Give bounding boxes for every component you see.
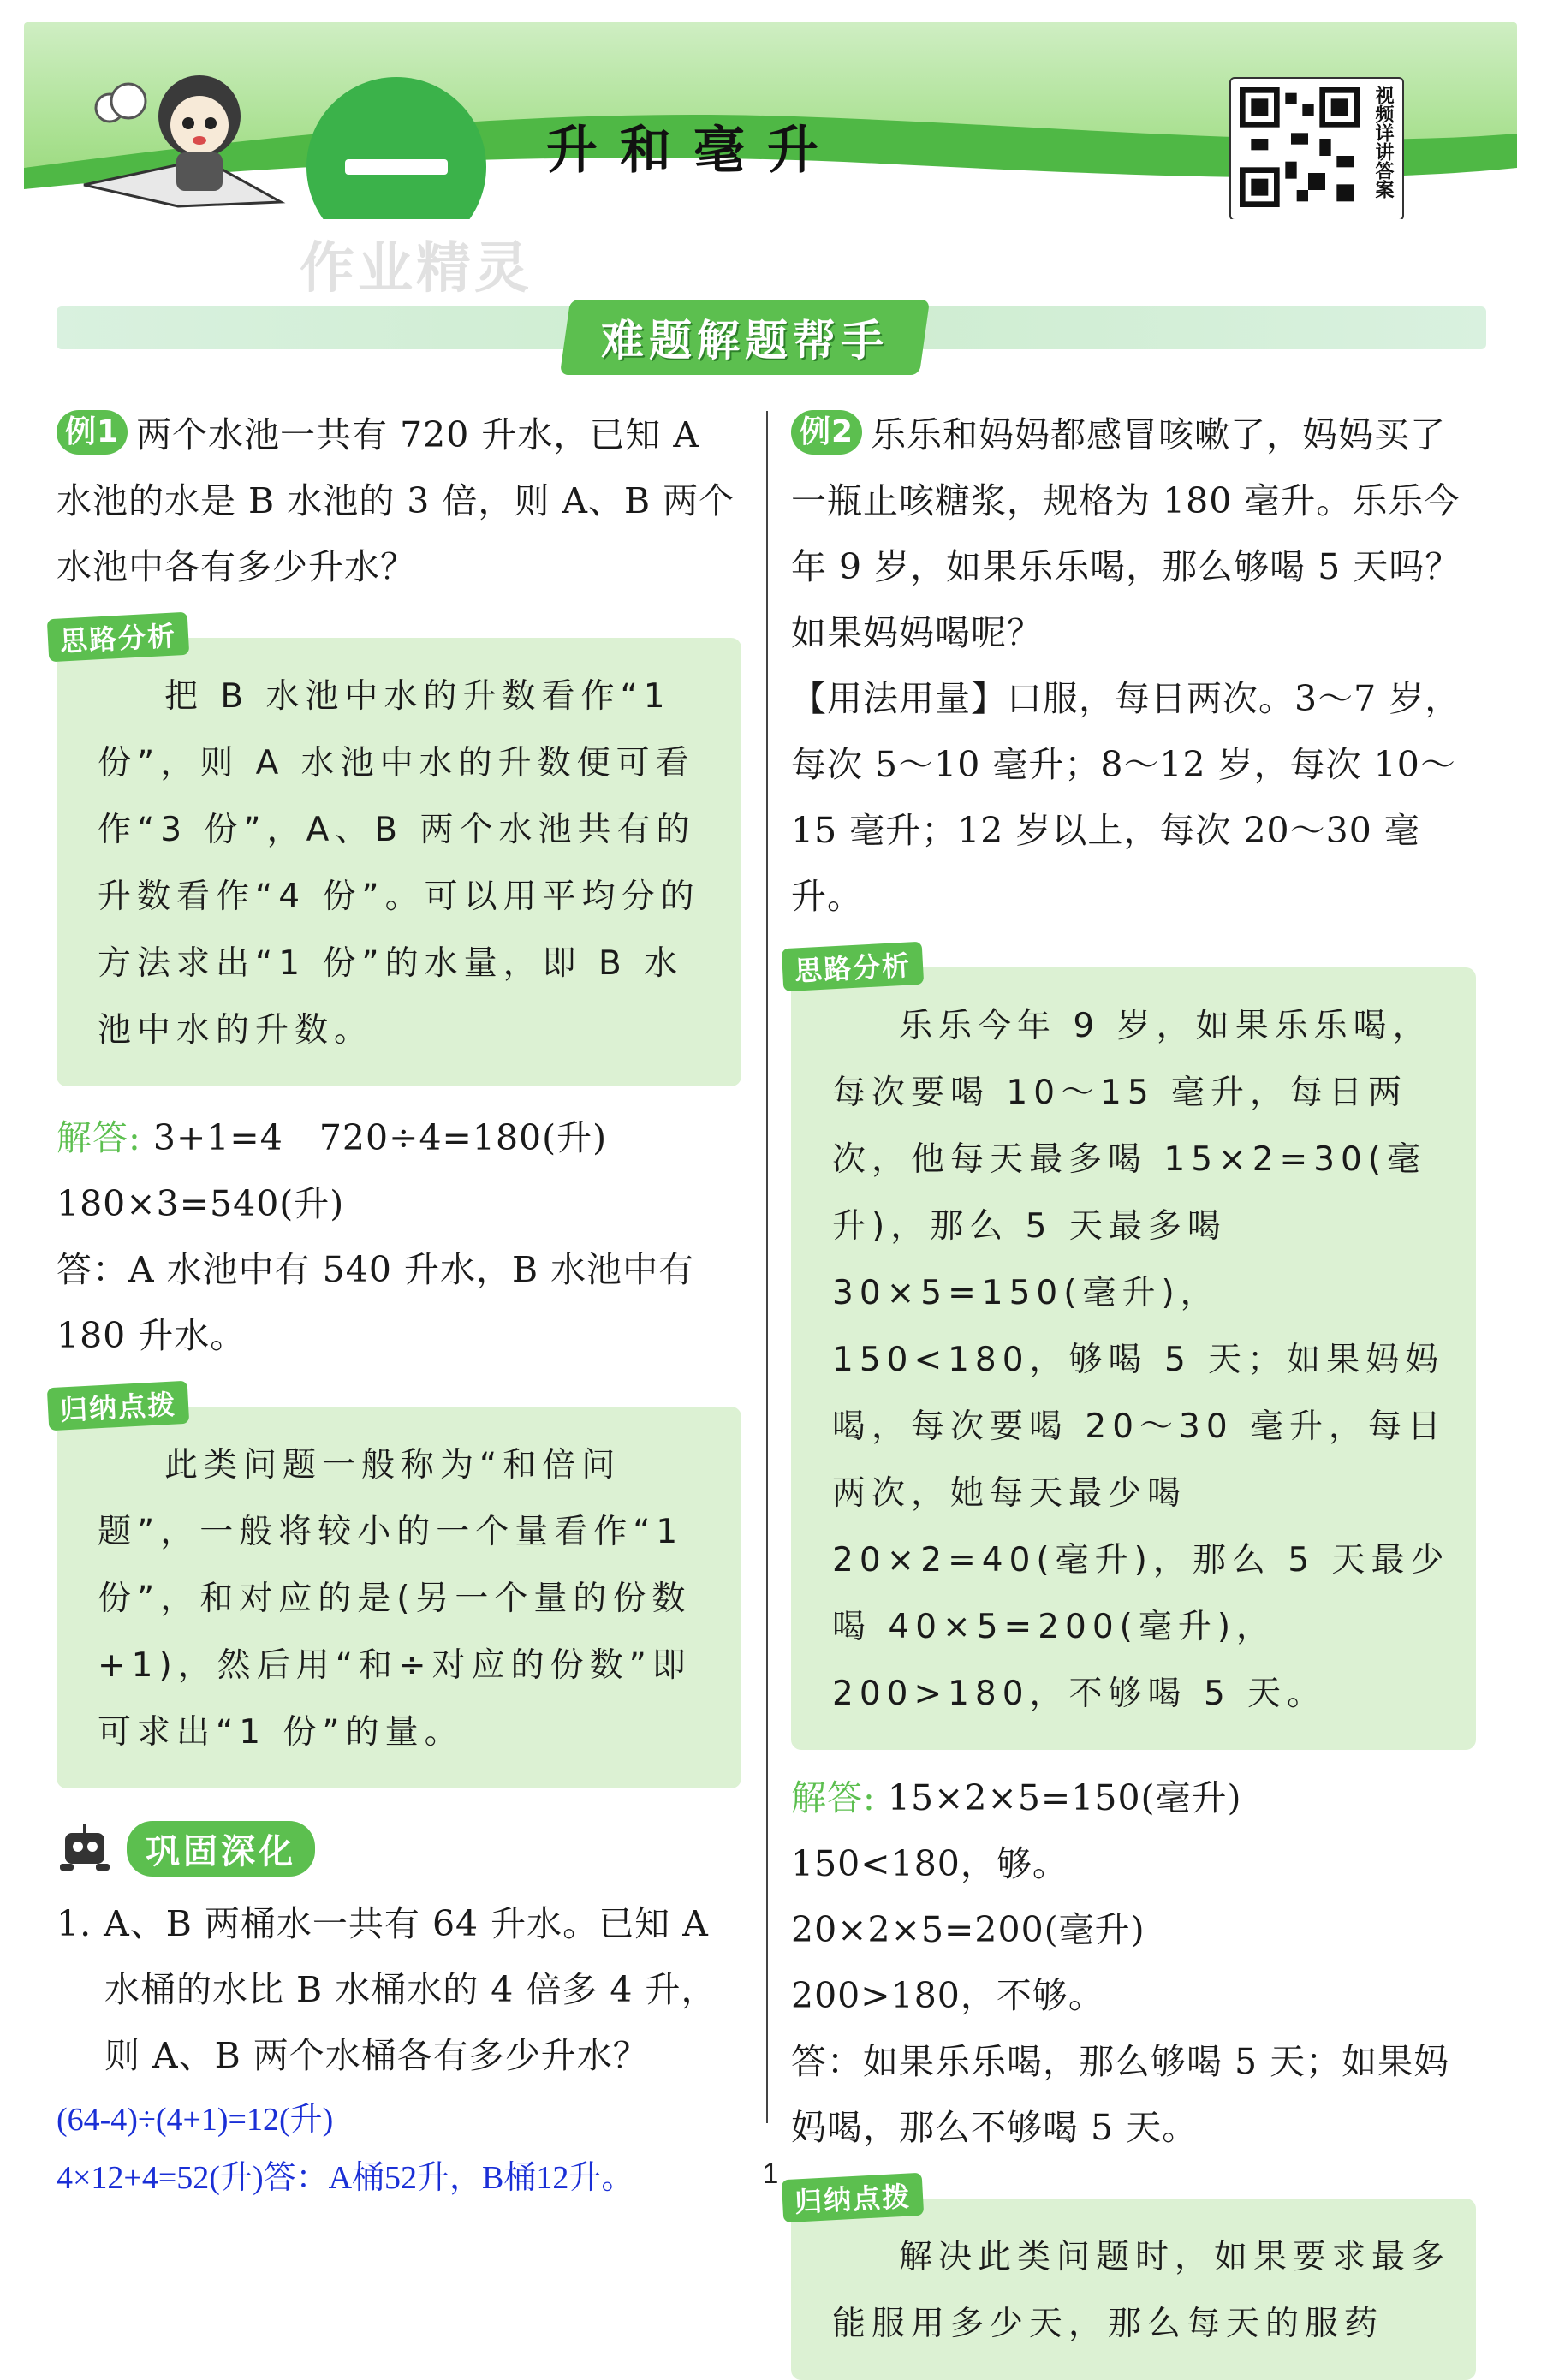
answer-line: 20×2×5=200(毫升) bbox=[791, 1909, 1145, 1950]
summary-label: 归纳点拨 bbox=[47, 1381, 189, 1431]
example1-summary: 此类问题一般称为“和倍问题”，一般将较小的一个量看作“1 份”，和对应的是(另一个量的份数+1)，然后用“和÷对应的份数”即可求出“1 份”的量。 bbox=[98, 1446, 692, 1752]
handwritten-answer-line: 4×12+4=52(升)答：A桶52升，B桶12升。 bbox=[57, 2160, 634, 2196]
example2-summary: 解决此类问题时，如果要求最多能服用多少天，那么每天的服药 bbox=[832, 2238, 1451, 2343]
handwritten-answer-line: (64-4)÷(4+1)=12(升) bbox=[57, 2102, 334, 2138]
robot-icon bbox=[57, 1823, 116, 1874]
practice-question-1: 1. A、B 两桶水一共有 64 升水。已知 A 水桶的水比 B 水桶水的 4 倍多 4 升，则 A、B 两个水桶各有多少升水？ bbox=[57, 1903, 717, 2076]
answer-line: 200>180，不够。 bbox=[791, 1975, 1104, 2016]
example2-usage: 【用法用量】口服，每日两次。3～7 岁，每次 5～10 毫升；8～12 岁，每次 10～15 毫升；12 岁以上，每次 20～30 毫升。 bbox=[791, 678, 1461, 917]
column-divider bbox=[766, 411, 768, 2123]
chapter-header bbox=[24, 22, 1517, 219]
answer-line: 15×2×5=150(毫升) bbox=[887, 1777, 1242, 1818]
summary-label: 归纳点拨 bbox=[782, 2173, 924, 2223]
chapter-title: 升和毫升 bbox=[546, 121, 841, 181]
watermark: 作业精灵 bbox=[300, 237, 533, 300]
example1-question: 两个水池一共有 720 升水，已知 A 水池的水是 B 水池的 3 倍，则 A、B 两个水池中各有多少升水？ bbox=[57, 414, 735, 587]
left-column bbox=[57, 402, 741, 2207]
practice-label: 巩固深化 bbox=[127, 1821, 315, 1877]
qr-code-label: 视频详讲答案 bbox=[1372, 86, 1394, 199]
chapter-number-stroke bbox=[345, 159, 448, 175]
answer-line: 150<180，够。 bbox=[791, 1843, 1068, 1884]
example1-tag: 例1 bbox=[57, 410, 128, 455]
analysis-label: 思路分析 bbox=[47, 612, 189, 663]
example1-answer bbox=[57, 1105, 741, 1369]
section-banner-title: 难题解题帮手 bbox=[601, 316, 889, 366]
example1-analysis-box bbox=[57, 619, 741, 1086]
example2-tag: 例2 bbox=[791, 410, 862, 455]
answer-line: 3+1=4 720÷4=180(升) bbox=[152, 1117, 608, 1158]
example2-analysis: 乐乐今年 9 岁，如果乐乐喝，每次要喝 10～15 毫升，每日两次，他每天最多喝 15×2=30(毫升)，那么 5 天最多喝 30×5=150(毫升)，150<180，够喝 5 天；如果妈妈喝，每次要喝 20～30 毫升，每日两次，她每天最少喝 20×2=40(毫升)，那么 5 天最少喝 40×5=200(毫升)，200>180，不够喝 5 天。 bbox=[832, 1007, 1450, 1713]
example2-question: 乐乐和妈妈都感冒咳嗽了，妈妈买了一瓶止咳糖浆，规格为 180 毫升。乐乐今年 9 岁，如果乐乐喝，那么够喝 5 天吗？如果妈妈喝呢？ bbox=[791, 414, 1461, 653]
answer-line: 答：如果乐乐喝，那么够喝 5 天；如果妈妈喝，那么不够喝 5 天。 bbox=[791, 2041, 1450, 2148]
example1-analysis: 把 B 水池中水的升数看作“1 份”，则 A 水池中水的升数便可看作“3 份”，A、B 两个水池共有的升数看作“4 份”。可以用平均分的方法求出“1 份”的水量，即 B 水池中水的升数。 bbox=[98, 677, 700, 1050]
qr-code-icon[interactable] bbox=[1240, 87, 1360, 207]
answer-line: 180×3=540(升) bbox=[57, 1183, 345, 1224]
example1-summary-box bbox=[57, 1388, 741, 1788]
example1-question-block bbox=[57, 402, 741, 600]
section-banner bbox=[560, 300, 930, 375]
answer-label: 解答: bbox=[791, 1777, 876, 1818]
answer-label: 解答: bbox=[57, 1117, 141, 1158]
example2-analysis-box bbox=[791, 949, 1476, 1750]
qr-code-panel[interactable] bbox=[1229, 77, 1404, 219]
page-number: 1 bbox=[762, 2157, 779, 2190]
answer-line: 答：A 水池中有 540 升水，B 水池中有 180 升水。 bbox=[57, 1249, 695, 1356]
example2-answer bbox=[791, 1765, 1476, 2161]
example2-summary-box bbox=[791, 2180, 1476, 2380]
analysis-label: 思路分析 bbox=[782, 942, 924, 992]
right-column bbox=[791, 402, 1476, 2380]
mascot-girl-illustration bbox=[75, 57, 289, 219]
example2-question-block bbox=[791, 402, 1476, 666]
practice-header bbox=[57, 1814, 741, 1883]
